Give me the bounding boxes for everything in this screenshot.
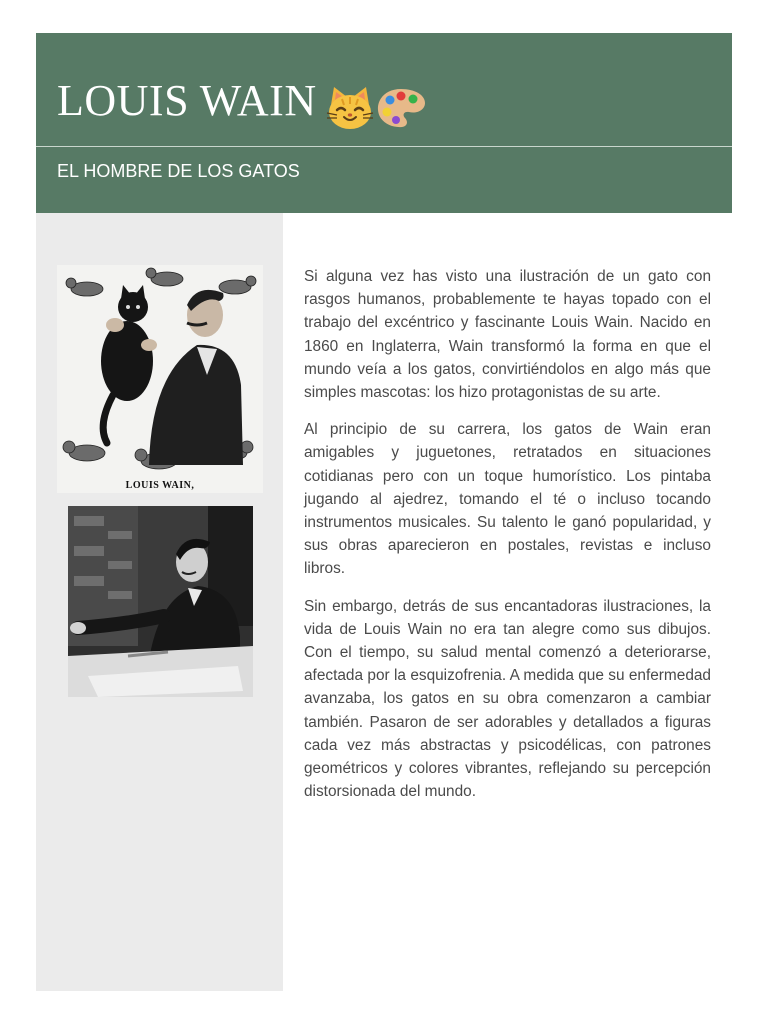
article-paragraph-2: Al principio de su carrera, los gatos de Wain eran amigables y juguetones, retratados en situaciones cotidianas pero con un toque humorístico. Los pintaba jugando al ajedrez, tomando el té o incluso tocando instrumentos musicales. Su talento le ganó popularidad, y sus obras aparecieron en postales, revistas e incluso libros. bbox=[304, 421, 711, 578]
portrait-caption: LOUIS WAIN, bbox=[125, 480, 195, 491]
louis-wain-cat-portrait bbox=[57, 265, 263, 493]
palette-icon bbox=[375, 86, 427, 130]
drawing-photo-illustration bbox=[68, 506, 253, 697]
title-emojis bbox=[325, 78, 427, 131]
cat-face-icon bbox=[325, 85, 375, 131]
louis-wain-drawing-photo bbox=[68, 506, 253, 697]
article-body bbox=[304, 265, 711, 817]
page-title bbox=[57, 75, 427, 131]
header-divider bbox=[36, 146, 732, 147]
page-header bbox=[36, 33, 732, 213]
page-subtitle: EL HOMBRE DE LOS GATOS bbox=[57, 161, 300, 181]
article-paragraph-3: Sin embargo, detrás de sus encantadoras ilustraciones, la vida de Louis Wain no era tan alegre como sus dibujos. Con el tiempo, su salud mental comenzó a deteriorarse, afectada por la esquizofrenia. A medida que su enfermedad avanzaba, los gatos en su obra comenzaron a cambiar también. Pasaron de ser adorables y detallados a figuras cada vez más abstractas y psicodélicas, con patrones geométricos y colores vibrantes, reflejando su percepción distorsionada del mundo. bbox=[304, 597, 711, 801]
title-text: LOUIS WAIN bbox=[57, 76, 317, 125]
article-paragraph-1: Si alguna vez has visto una ilustración de un gato con rasgos humanos, probablemente te hayas topado con el trabajo del excéntrico y fascinante Louis Wain. Nacido en 1860 en Inglaterra, Wain transformó la forma en que el mundo veía a los gatos, convirtiéndolos en algo más que simples mascotas: los hizo protagonistas de su arte. bbox=[304, 268, 711, 402]
cat-portrait-illustration bbox=[57, 265, 263, 493]
